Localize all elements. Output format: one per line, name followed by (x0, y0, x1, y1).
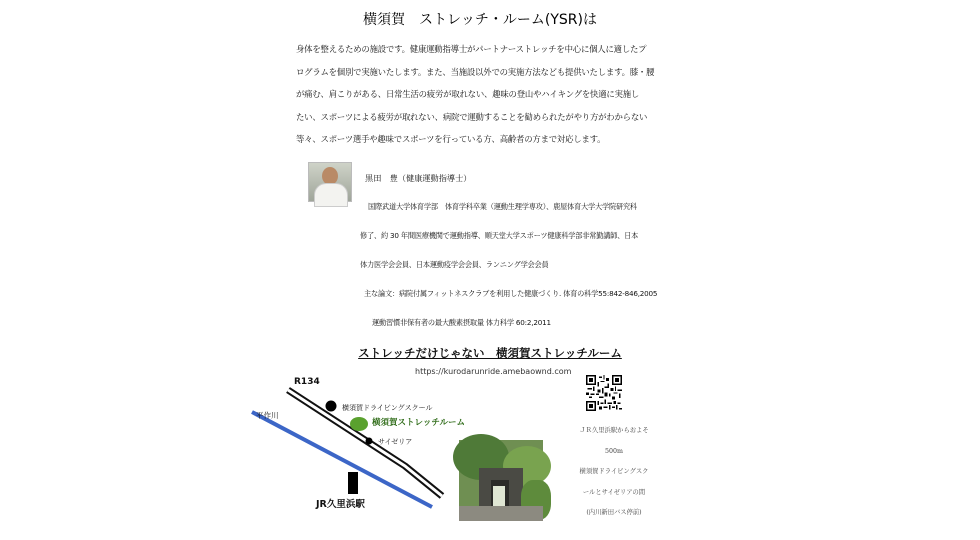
intro-paragraph (296, 38, 668, 151)
instructor-name: 黒田 豊（健康運動指導士） (365, 173, 472, 183)
ysr-label: 横須賀ストレッチルーム (372, 418, 465, 428)
tagline-heading: ストレッチだけじゃない 横須賀ストレッチルーム (358, 346, 622, 360)
station-marker (348, 472, 358, 494)
saizeriya-marker (366, 438, 373, 445)
station-label: JR久里浜駅 (316, 499, 365, 510)
access-line: (内川新田バス停前) (586, 509, 642, 516)
website-link[interactable]: https://kurodarunride.amebaownd.com (415, 367, 572, 376)
bio-line: 主な論文：病院付属フィットネスクラブを利用した健康づくり. 体育の科学55:842-846,2005 (364, 289, 658, 298)
intro-line: たい、スポーツによる疲労が取れない、病院で運動することを勧められたがやり方がわからない (296, 111, 648, 122)
intro-line: が痛む、肩こりがある、日常生活の疲労が取れない、趣味の登山やハイキングを快適に実施し (296, 89, 640, 99)
road-label: R134 (294, 377, 320, 387)
bio-line: 国際武道大学体育学部 体育学科卒業（運動生理学専攻）、鹿屋体育大学大学院研究科 (368, 202, 637, 211)
saizeriya-label: サイゼリア (378, 438, 413, 446)
instructor-photo (308, 162, 352, 202)
intro-line: 等々、スポーツ選手や趣味でスポーツを行っている方、高齢者の方まで対応します。 (296, 134, 606, 144)
access-line: 横須賀ドライビングスク (579, 468, 649, 475)
intro-line: ログラムを個別で実施いたします。また、当施設以外での実施方法なども提供いたします。膝・腰 (296, 66, 655, 77)
access-line: 500m (605, 447, 623, 455)
storefront-photo (459, 440, 543, 521)
bio-line: 修了、約 30 年間医療機関で運動指導、順天堂大学スポーツ健康科学部非常勤講師、日本 (360, 231, 639, 240)
access-line: ールとサイゼリアの間 (582, 488, 646, 496)
driving-school-marker (326, 401, 337, 412)
bio-line: 体力医学会会員、日本運動疫学会会員、ランニング学会会員 (360, 260, 549, 269)
page-title: 横須賀 ストレッチ・ルーム(YSR)は (363, 12, 597, 28)
bio-line: 運動習慣非保有者の最大酸素摂取量 体力科学 60:2,2011 (372, 318, 551, 327)
access-line: ＪＲ久里浜駅からおよそ (579, 427, 649, 434)
river-label: 平作川 (256, 411, 279, 420)
driving-school-label: 横須賀ドライビングスクール (342, 404, 433, 412)
access-map (250, 370, 465, 520)
intro-line: 身体を整えるための施設です。健康運動指導士がパートナーストレッチを中心に個人に適したプ (296, 44, 647, 54)
access-info (568, 421, 660, 524)
ysr-marker (350, 417, 368, 431)
qr-code (586, 375, 622, 411)
